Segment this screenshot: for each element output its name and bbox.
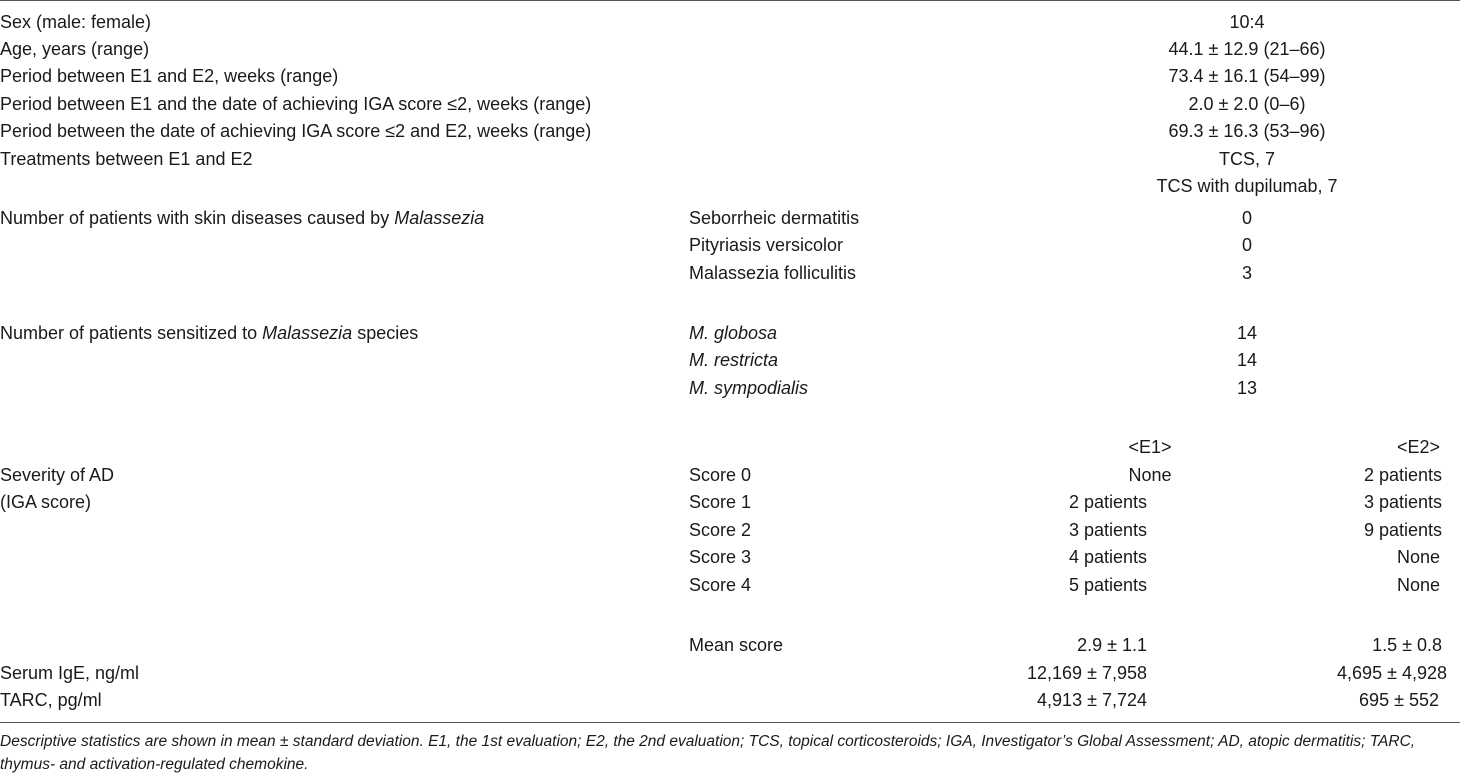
header-e1: <E1> — [1128, 437, 1172, 457]
skin-disease-value: 0 — [1241, 208, 1252, 228]
skin-disease-value: 0 — [1241, 235, 1252, 255]
skin-disease-name: Seborrheic dermatitis — [689, 208, 860, 228]
score-e2: 9 patients — [1363, 520, 1442, 540]
serum-ige-e1: 12,169 ± 7,958 — [1027, 663, 1147, 683]
row-label-treatments: Treatments between E1 and E2 — [0, 149, 253, 169]
species-name: M. restricta — [689, 350, 779, 370]
row-label-severity-sub: (IGA score) — [0, 492, 92, 512]
species-value: 13 — [1236, 378, 1258, 398]
species-value: 14 — [1236, 323, 1258, 343]
score-name: Score 0 — [689, 465, 752, 485]
species-name: M. sympodialis — [689, 378, 809, 398]
skin-disease-name: Pityriasis versicolor — [689, 235, 844, 255]
row-value-sex: 10:4 — [1229, 12, 1265, 32]
score-name: Score 4 — [689, 575, 752, 595]
score-name: Score 2 — [689, 520, 752, 540]
row-label-skin-diseases: Number of patients with skin diseases caused by Malassezia — [0, 208, 485, 228]
mean-score-name: Mean score — [689, 635, 784, 655]
row-label-period-e1-iga: Period between E1 and the date of achieving IGA score ≤2, weeks (range) — [0, 94, 592, 114]
row-value-period-e1-iga: 2.0 ± 2.0 (0–6) — [1188, 94, 1306, 114]
tarc-e2: 695 ± 552 — [1359, 690, 1439, 710]
row-label-period-e1-e2: Period between E1 and E2, weeks (range) — [0, 66, 339, 86]
row-label-age: Age, years (range) — [0, 39, 150, 59]
species-name: M. globosa — [689, 323, 778, 343]
serum-ige-e2: 4,695 ± 4,928 — [1337, 663, 1447, 683]
row-value-treatments-2: TCS with dupilumab, 7 — [1156, 176, 1338, 196]
mean-score-e2: 1.5 ± 0.8 — [1372, 635, 1442, 655]
table-bottom-rule — [0, 722, 1460, 723]
row-label-sensitized: Number of patients sensitized to Malassezia species — [0, 323, 419, 343]
row-value-age: 44.1 ± 12.9 (21–66) — [1168, 39, 1326, 59]
row-label-sex: Sex (male: female) — [0, 12, 152, 32]
species-value: 14 — [1236, 350, 1258, 370]
skin-disease-name: Malassezia folliculitis — [689, 263, 857, 283]
tarc-e1: 4,913 ± 7,724 — [1037, 690, 1147, 710]
score-e2: 3 patients — [1363, 492, 1442, 512]
row-value-period-iga-e2: 69.3 ± 16.3 (53–96) — [1168, 121, 1326, 141]
row-label-period-iga-e2: Period between the date of achieving IGA score ≤2 and E2, weeks (range) — [0, 121, 592, 141]
header-e2: <E2> — [1396, 437, 1440, 457]
table-top-rule — [0, 0, 1460, 1]
score-name: Score 3 — [689, 547, 752, 567]
score-e1: 2 patients — [1068, 492, 1147, 512]
row-value-treatments-1: TCS, 7 — [1218, 149, 1275, 169]
score-name: Score 1 — [689, 492, 752, 512]
score-e2: None — [1396, 575, 1440, 595]
row-label-serum-ige: Serum IgE, ng/ml — [0, 663, 140, 683]
table-footnote: Descriptive statistics are shown in mean ± standard deviation. E1, the 1st evaluation; E2, the 2nd evaluation; TCS, topical corticosteroids; IGA, Investigator’s Global Assessment; AD, atopic dermatitis; TARC, thymus- and activation-regulated chemokine. — [0, 733, 1416, 773]
score-e1: 4 patients — [1068, 547, 1147, 567]
score-e1: 5 patients — [1068, 575, 1147, 595]
row-label-severity: Severity of AD — [0, 465, 115, 485]
row-value-period-e1-e2: 73.4 ± 16.1 (54–99) — [1168, 66, 1326, 86]
score-e1: None — [1128, 465, 1172, 485]
score-e2: None — [1396, 547, 1440, 567]
skin-disease-value: 3 — [1241, 263, 1252, 283]
score-e1: 3 patients — [1068, 520, 1147, 540]
score-e2: 2 patients — [1363, 465, 1442, 485]
mean-score-e1: 2.9 ± 1.1 — [1077, 635, 1147, 655]
row-label-tarc: TARC, pg/ml — [0, 690, 102, 710]
